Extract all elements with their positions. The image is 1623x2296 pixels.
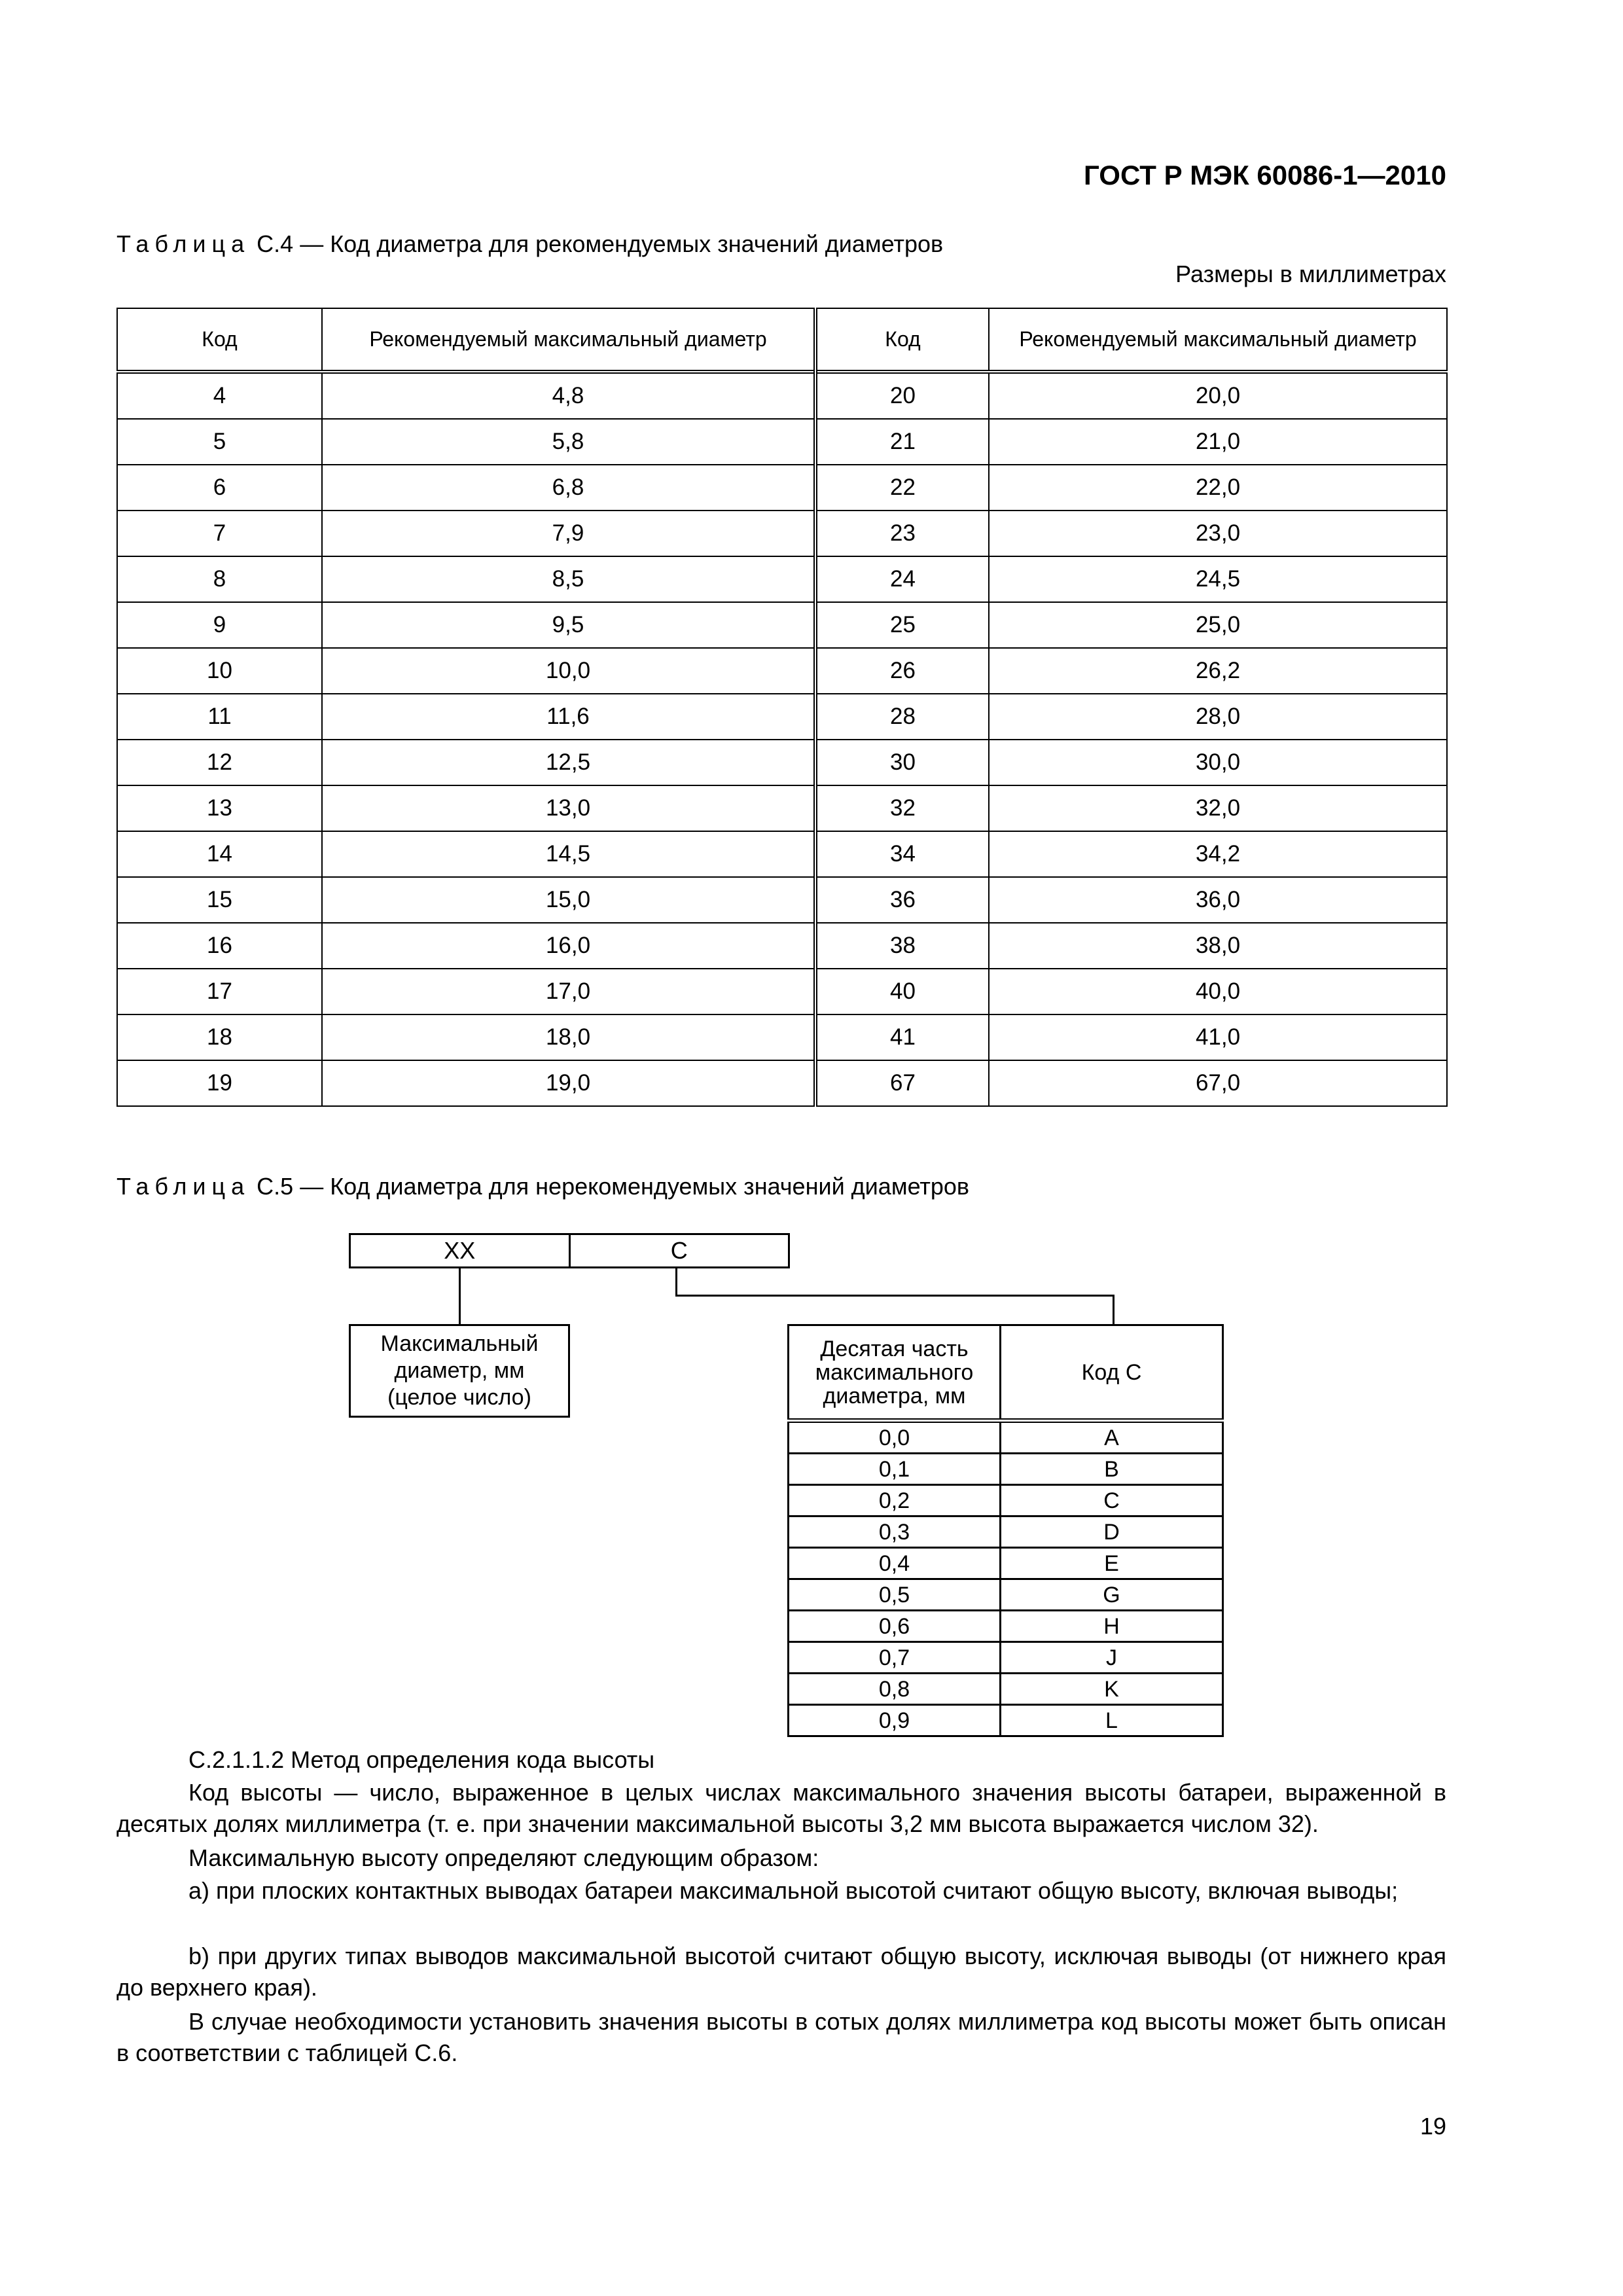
tenths-cell: 0,2 <box>789 1485 1001 1516</box>
table-row <box>789 1485 1223 1516</box>
code-cell: 23 <box>815 511 989 556</box>
paragraph: Максимальную высоту определяют следующим образом: <box>188 1844 819 1871</box>
code-cell: 13 <box>117 785 322 831</box>
code-c-cell: H <box>1001 1611 1223 1642</box>
tenths-cell: 0,8 <box>789 1674 1001 1705</box>
diameter-cell: 14,5 <box>322 831 815 877</box>
diameter-cell: 28,0 <box>989 694 1447 740</box>
diameter-cell: 16,0 <box>322 923 815 969</box>
code-cell: 5 <box>117 419 322 465</box>
diameter-cell: 25,0 <box>989 602 1447 648</box>
diameter-cell: 30,0 <box>989 740 1447 785</box>
code-cell: 10 <box>117 648 322 694</box>
tenths-cell: 0,7 <box>789 1642 1001 1674</box>
code-format-box <box>349 1233 790 1268</box>
table-row <box>789 1642 1223 1674</box>
diameter-cell: 5,8 <box>322 419 815 465</box>
table-row <box>117 923 1447 969</box>
code-cell: 7 <box>117 511 322 556</box>
header-diameter-2: Рекомендуемый максимальный диаметр <box>989 308 1447 372</box>
code-cell: 17 <box>117 969 322 1014</box>
code-cell: 9 <box>117 602 322 648</box>
code-cell: 12 <box>117 740 322 785</box>
connector-line <box>459 1266 461 1324</box>
code-cell: 15 <box>117 877 322 923</box>
code-cell: 4 <box>117 372 322 419</box>
code-c-cell: A <box>1001 1421 1223 1454</box>
table-row <box>789 1579 1223 1611</box>
table-row <box>789 1611 1223 1642</box>
diameter-cell: 22,0 <box>989 465 1447 511</box>
code-cell: 16 <box>117 923 322 969</box>
paragraph: b) при других типах выводов максимальной высотой считают общую высоту, исключая выводы (от нижнего края до верхнего края). <box>116 1943 1446 2001</box>
table-row <box>117 740 1447 785</box>
tenths-cell: 0,0 <box>789 1421 1001 1454</box>
code-c-cell: G <box>1001 1579 1223 1611</box>
header-diameter-1: Рекомендуемый максимальный диаметр <box>322 308 815 372</box>
diameter-cell: 23,0 <box>989 511 1447 556</box>
code-cell: 40 <box>815 969 989 1014</box>
code-cell: 32 <box>815 785 989 831</box>
code-cell: 67 <box>815 1060 989 1106</box>
table-row <box>789 1548 1223 1579</box>
diameter-cell: 20,0 <box>989 372 1447 419</box>
max-diameter-box <box>349 1324 570 1418</box>
table-c5-header-row <box>789 1325 1223 1421</box>
paragraph: a) при плоских контактных выводах батареи максимальной высотой считают общую высоту, включая выводы; <box>188 1877 1399 1904</box>
connector-line <box>675 1295 1115 1297</box>
diameter-cell: 41,0 <box>989 1014 1447 1060</box>
tenths-cell: 0,9 <box>789 1705 1001 1736</box>
code-cell: 41 <box>815 1014 989 1060</box>
table-row <box>789 1421 1223 1454</box>
code-cell: 30 <box>815 740 989 785</box>
table-row <box>117 785 1447 831</box>
diameter-cell: 15,0 <box>322 877 815 923</box>
table-row <box>117 831 1447 877</box>
table-c4-caption-text: С.4 — Код диаметра для рекомендуемых значений диаметров <box>257 230 944 257</box>
code-cell: 26 <box>815 648 989 694</box>
connector-line <box>1113 1295 1115 1324</box>
diameter-cell: 67,0 <box>989 1060 1447 1106</box>
table-row <box>789 1454 1223 1485</box>
paragraph: В случае необходимости установить значения высоты в сотых долях миллиметра код высоты может быть описан в соответствии с таблицей С.6. <box>116 2008 1446 2066</box>
table-row <box>117 1060 1447 1106</box>
connector-line <box>675 1266 677 1297</box>
table-c5-caption-word: Таблица <box>116 1173 251 1200</box>
table-row <box>117 372 1447 419</box>
diameter-cell: 19,0 <box>322 1060 815 1106</box>
code-cell: 34 <box>815 831 989 877</box>
code-cell: 24 <box>815 556 989 602</box>
table-row <box>117 602 1447 648</box>
code-cell: 38 <box>815 923 989 969</box>
diameter-cell: 21,0 <box>989 419 1447 465</box>
table-c5 <box>787 1324 1224 1737</box>
code-c-cell: K <box>1001 1674 1223 1705</box>
diameter-cell: 9,5 <box>322 602 815 648</box>
code-cell: 8 <box>117 556 322 602</box>
max-diameter-line: диаметр, мм <box>394 1358 525 1383</box>
code-cell: 11 <box>117 694 322 740</box>
code-cell: 6 <box>117 465 322 511</box>
table-c4 <box>116 308 1448 1107</box>
table-row <box>789 1674 1223 1705</box>
diameter-cell: 26,2 <box>989 648 1447 694</box>
document-code: ГОСТ Р МЭК 60086-1—2010 <box>1084 160 1446 190</box>
table-row <box>117 1014 1447 1060</box>
max-diameter-line: (целое число) <box>387 1385 531 1410</box>
diameter-cell: 8,5 <box>322 556 815 602</box>
diameter-cell: 6,8 <box>322 465 815 511</box>
diameter-cell: 11,6 <box>322 694 815 740</box>
diameter-cell: 13,0 <box>322 785 815 831</box>
header-code-2: Код <box>815 308 989 372</box>
code-c-cell: E <box>1001 1548 1223 1579</box>
diameter-cell: 7,9 <box>322 511 815 556</box>
code-part-diameter: XX <box>444 1237 476 1264</box>
header-tenths <box>789 1325 1001 1421</box>
table-c5-caption-text: С.5 — Код диаметра для нерекомендуемых значений диаметров <box>257 1173 970 1200</box>
diameter-cell: 36,0 <box>989 877 1447 923</box>
units-note: Размеры в миллиметрах <box>1175 260 1446 287</box>
table-row <box>117 511 1447 556</box>
tenths-cell: 0,3 <box>789 1516 1001 1548</box>
code-cell: 20 <box>815 372 989 419</box>
code-cell: 36 <box>815 877 989 923</box>
table-row <box>117 465 1447 511</box>
table-c4-caption <box>116 230 943 258</box>
code-cell: 21 <box>815 419 989 465</box>
page-number: 19 <box>1419 2113 1446 2140</box>
table-c4-header-row <box>117 308 1447 372</box>
code-cell: 18 <box>117 1014 322 1060</box>
diameter-cell: 18,0 <box>322 1014 815 1060</box>
header-tenths-line: диаметра, мм <box>823 1383 966 1408</box>
diameter-cell: 4,8 <box>322 372 815 419</box>
table-row <box>117 694 1447 740</box>
code-c-cell: C <box>1001 1485 1223 1516</box>
code-c-cell: L <box>1001 1705 1223 1736</box>
header-tenths-line: Десятая часть <box>820 1336 969 1361</box>
table-c5-caption <box>116 1173 969 1200</box>
diameter-cell: 40,0 <box>989 969 1447 1014</box>
code-cell: 19 <box>117 1060 322 1106</box>
code-cell: 25 <box>815 602 989 648</box>
table-row <box>789 1516 1223 1548</box>
diameter-cell: 17,0 <box>322 969 815 1014</box>
code-part-letter: C <box>569 1235 789 1266</box>
code-c-cell: B <box>1001 1454 1223 1485</box>
tenths-cell: 0,4 <box>789 1548 1001 1579</box>
paragraph: Код высоты — число, выраженное в целых числах максимального значения высоты батареи, выраженной в десятых долях миллиметра (т. е. при значении максимальной высоты 3,2 мм высота выражается числом 32). <box>116 1779 1446 1837</box>
diameter-cell: 24,5 <box>989 556 1447 602</box>
code-c-cell: J <box>1001 1642 1223 1674</box>
diameter-cell: 32,0 <box>989 785 1447 831</box>
tenths-cell: 0,1 <box>789 1454 1001 1485</box>
header-code-c: Код С <box>1001 1325 1223 1421</box>
tenths-cell: 0,6 <box>789 1611 1001 1642</box>
max-diameter-line: Максимальный <box>380 1331 539 1356</box>
tenths-cell: 0,5 <box>789 1579 1001 1611</box>
table-row <box>789 1705 1223 1736</box>
table-row <box>117 877 1447 923</box>
header-tenths-line: максимального <box>815 1359 974 1385</box>
table-row <box>117 419 1447 465</box>
code-cell: 28 <box>815 694 989 740</box>
code-c-cell: D <box>1001 1516 1223 1548</box>
table-row <box>117 969 1447 1014</box>
diameter-cell: 34,2 <box>989 831 1447 877</box>
diameter-cell: 12,5 <box>322 740 815 785</box>
section-title: С.2.1.1.2 Метод определения кода высоты <box>188 1746 655 1773</box>
table-row <box>117 556 1447 602</box>
diameter-cell: 38,0 <box>989 923 1447 969</box>
code-cell: 22 <box>815 465 989 511</box>
table-row <box>117 648 1447 694</box>
table-c4-caption-word: Таблица <box>116 230 251 257</box>
header-code-1: Код <box>117 308 322 372</box>
code-cell: 14 <box>117 831 322 877</box>
diameter-cell: 10,0 <box>322 648 815 694</box>
